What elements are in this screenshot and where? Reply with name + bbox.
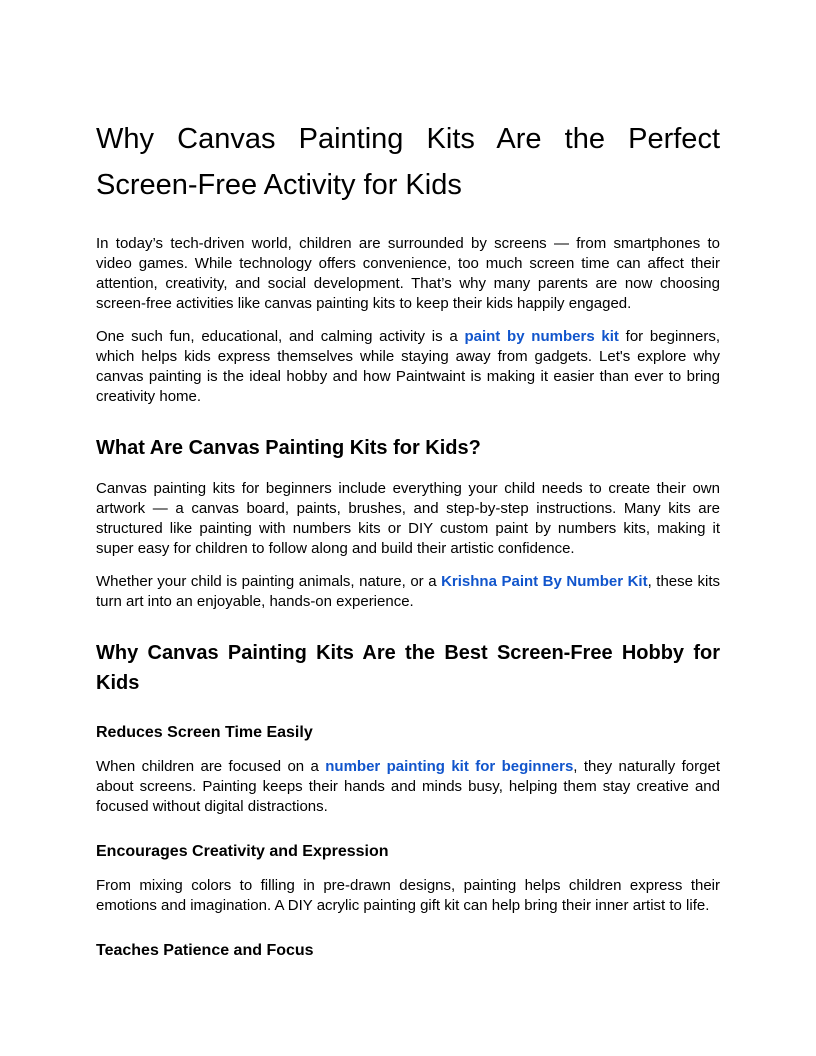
text-segment: for beginners, which helps kids express themselves while staying away from gadgets. Let's explore why canvas painting is the ideal hobby and how Paintwaint is making it easier than ever to bring creativity home. [96,328,720,405]
link-paint-by-numbers-kit[interactable]: paint by numbers kit [464,328,619,345]
text-segment: Whether your child is painting animals, nature, or a [96,573,442,590]
heading-best-screen-free-hobby: Why Canvas Painting Kits Are the Best Screen-Free Hobby for Kids [96,642,720,694]
text-segment: One such fun, educational, and calming activity is a [96,328,465,345]
text-segment: , these kits turn art into an enjoyable, hands-on experience. [96,573,720,610]
reduces-screen-time-paragraph [96,757,720,817]
link-number-painting-kit-for-beginners[interactable]: number painting kit for beginners [325,758,574,775]
what-paragraph-2 [96,572,720,612]
intro-paragraph-1: In today’s tech-driven world, children are surrounded by screens — from smartphones to video games. While technology offers convenience, too much screen time can affect their attention, creativity, and social development. That’s why many parents are now choosing screen-free activities like canvas painting kits to keep their kids happily engaged. [96,235,720,312]
text-segment: When children are focused on a [96,758,326,775]
subheading-teaches-patience-and-focus: Teaches Patience and Focus [96,942,314,959]
intro-paragraph-2 [96,327,720,407]
subheading-reduces-screen-time: Reduces Screen Time Easily [96,724,313,741]
document-title: Why Canvas Painting Kits Are the Perfect Screen-Free Activity for Kids [96,123,720,201]
subheading-encourages-creativity: Encourages Creativity and Expression [96,843,389,860]
link-krishna-paint-by-number-kit[interactable]: Krishna Paint By Number Kit [441,573,648,590]
what-paragraph-1: Canvas painting kits for beginners include everything your child needs to create their own artwork — a canvas board, paints, brushes, and step-by-step instructions. Many kits are structured like painting with numbers kits or DIY custom paint by numbers kits, making it super easy for children to follow along and build their artistic confidence. [96,480,720,557]
heading-what-are-canvas-painting-kits: What Are Canvas Painting Kits for Kids? [96,437,481,459]
encourages-creativity-paragraph: From mixing colors to filling in pre-drawn designs, painting helps children express their emotions and imagination. A DIY acrylic painting gift kit can help bring their inner artist to life. [96,877,720,914]
text-segment: , they naturally forget about screens. Painting keeps their hands and minds busy, helping them stay creative and focused without digital distractions. [96,758,720,815]
